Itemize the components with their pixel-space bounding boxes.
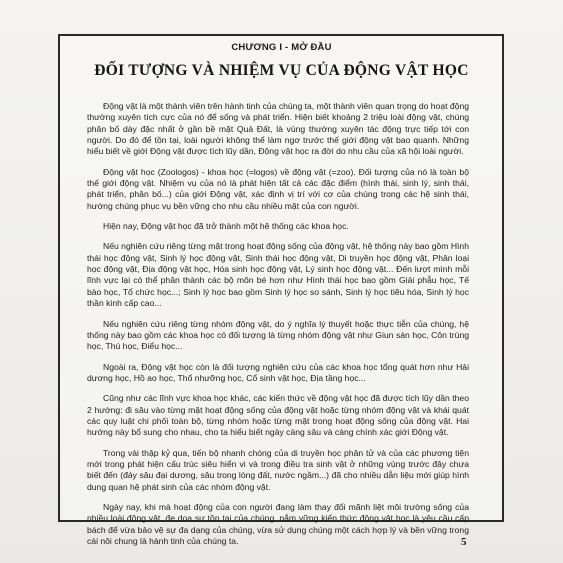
chapter-heading: CHƯƠNG I - MỞ ĐẦU xyxy=(231,42,332,53)
paragraph: Động vật học (Zoologos) - khoa học (=logos) về động vật (=zoo). Đối tượng của nó là toàn bộ thế giới động vật. Nhiệm vụ của nó là phát hiện tất cả các đặc điểm (hình thái, sinh lý, sinh thái, phát triển, phân bố...) của giới Động vật, xác định vị trí với cơ của chúng trong các hệ sinh thái, hướng chúng phục vụ bền vững cho nhu cầu nhiều mặt của con người. xyxy=(87,166,469,211)
page-title: ĐỐI TƯỢNG VÀ NHIỆM VỤ CỦA ĐỘNG VẬT HỌC xyxy=(94,62,469,79)
paragraph: Cũng như các lĩnh vực khoa học khác, các kiến thức về động vật học đã được tích lũy dần theo 2 hướng: đi sâu vào từng mặt hoạt động sống của động vật hoặc từng nhóm động vật và khái quát các quy luật chi phối toàn bộ, từng nhóm hoặc từng mặt trong hoạt động sống của động vật. Hai hướng này bổ sung cho nhau, cho ta hiểu biết ngày càng sâu và càng chính xác giới Động vật. xyxy=(87,393,469,438)
body-text xyxy=(87,101,469,556)
paragraph: Ngày nay, khi mà hoạt động của con người đang làm thay đổi mãnh liệt môi trường sống của nhiều loài động vật, đe dọa sự tồn tại của chúng, nắm vững kiến thức động vật học là yêu cầu cấp bách để vừa bảo vệ sự đa dạng của chúng, vừa sử dụng chúng một cách hợp lý và bền vững trong cái nôi chung là hành tinh của chúng ta. xyxy=(87,501,469,546)
paragraph: Ngoài ra, Động vật học còn là đối tượng nghiên cứu của các khoa học tổng quát hơn như Hải dương học, Hồ ao học, Thổ nhưỡng học, Cổ sinh vật học, Địa tầng học... xyxy=(87,361,469,383)
paragraph: Hiện nay, Động vật học đã trở thành một hệ thống các khoa học. xyxy=(103,221,349,232)
paragraph: Động vật là một thành viên trên hành tinh của chúng ta, một thành viên quan trọng do hoạt động thường xuyên tích cực của nó để sống và phát triển. Hiện biết khoảng 2 triệu loài động vật, chúng phân bố dày đặc nhất ở gần bề mặt Quả Đất, là vùng thường xuyên tác động trực tiếp tới con người. Do đó để tồn tại, loài người không thể làm ngơ trước thế giới động vật bao quanh. Những hiểu biết về giới Động vật được tích lũy dần, Động vật học ra đời do nhu cầu của xã hội loài người. xyxy=(87,101,469,157)
paragraph: Trong vài thập kỷ qua, tiến bộ nhanh chóng của di truyền học phân tử và của các phương tiện mới trong phát hiện cấu trúc siêu hiển vi và trong điều tra sinh vật ở những vùng trước đây chưa biết đến (đáy sâu đại dương, sâu trong lòng đất, nước ngầm...) đã cho nhiều dẫn liệu mới giúp hình dung quan hệ phát sinh của các nhóm động vật. xyxy=(87,447,469,492)
paragraph: Nếu nghiên cứu riêng từng mặt trong hoạt động sống của động vật, hệ thống này bao gồm Hình thái học động vật, Sinh lý học động vật, Sinh thái học động vật, Di truyền học động vật, Phân loại học động vật, Địa động vật học, Hóa sinh học động vật, Lý sinh học động vật... Đến lượt mình mỗi lĩnh vực lại có thể phân thành các bộ môn bé hơn như Hình thái học bao gồm Giải phẫu học, Tế bào học, Tổ chức học...; Sinh lý học bao gồm Sinh lý học so sánh, Sinh lý học tiêu hóa, Sinh lý học thần kinh cấp cao... xyxy=(87,241,469,309)
page-number: 5 xyxy=(461,536,467,548)
paragraph: Nếu nghiên cứu riêng từng nhóm động vật, do ý nghĩa lý thuyết hoặc thực tiễn của chúng, hệ thống này bao gồm các khoa học có đối tượng là từng nhóm động vật như Giun sán học, Côn trùng học, Thú học, Điểu học... xyxy=(87,318,469,352)
